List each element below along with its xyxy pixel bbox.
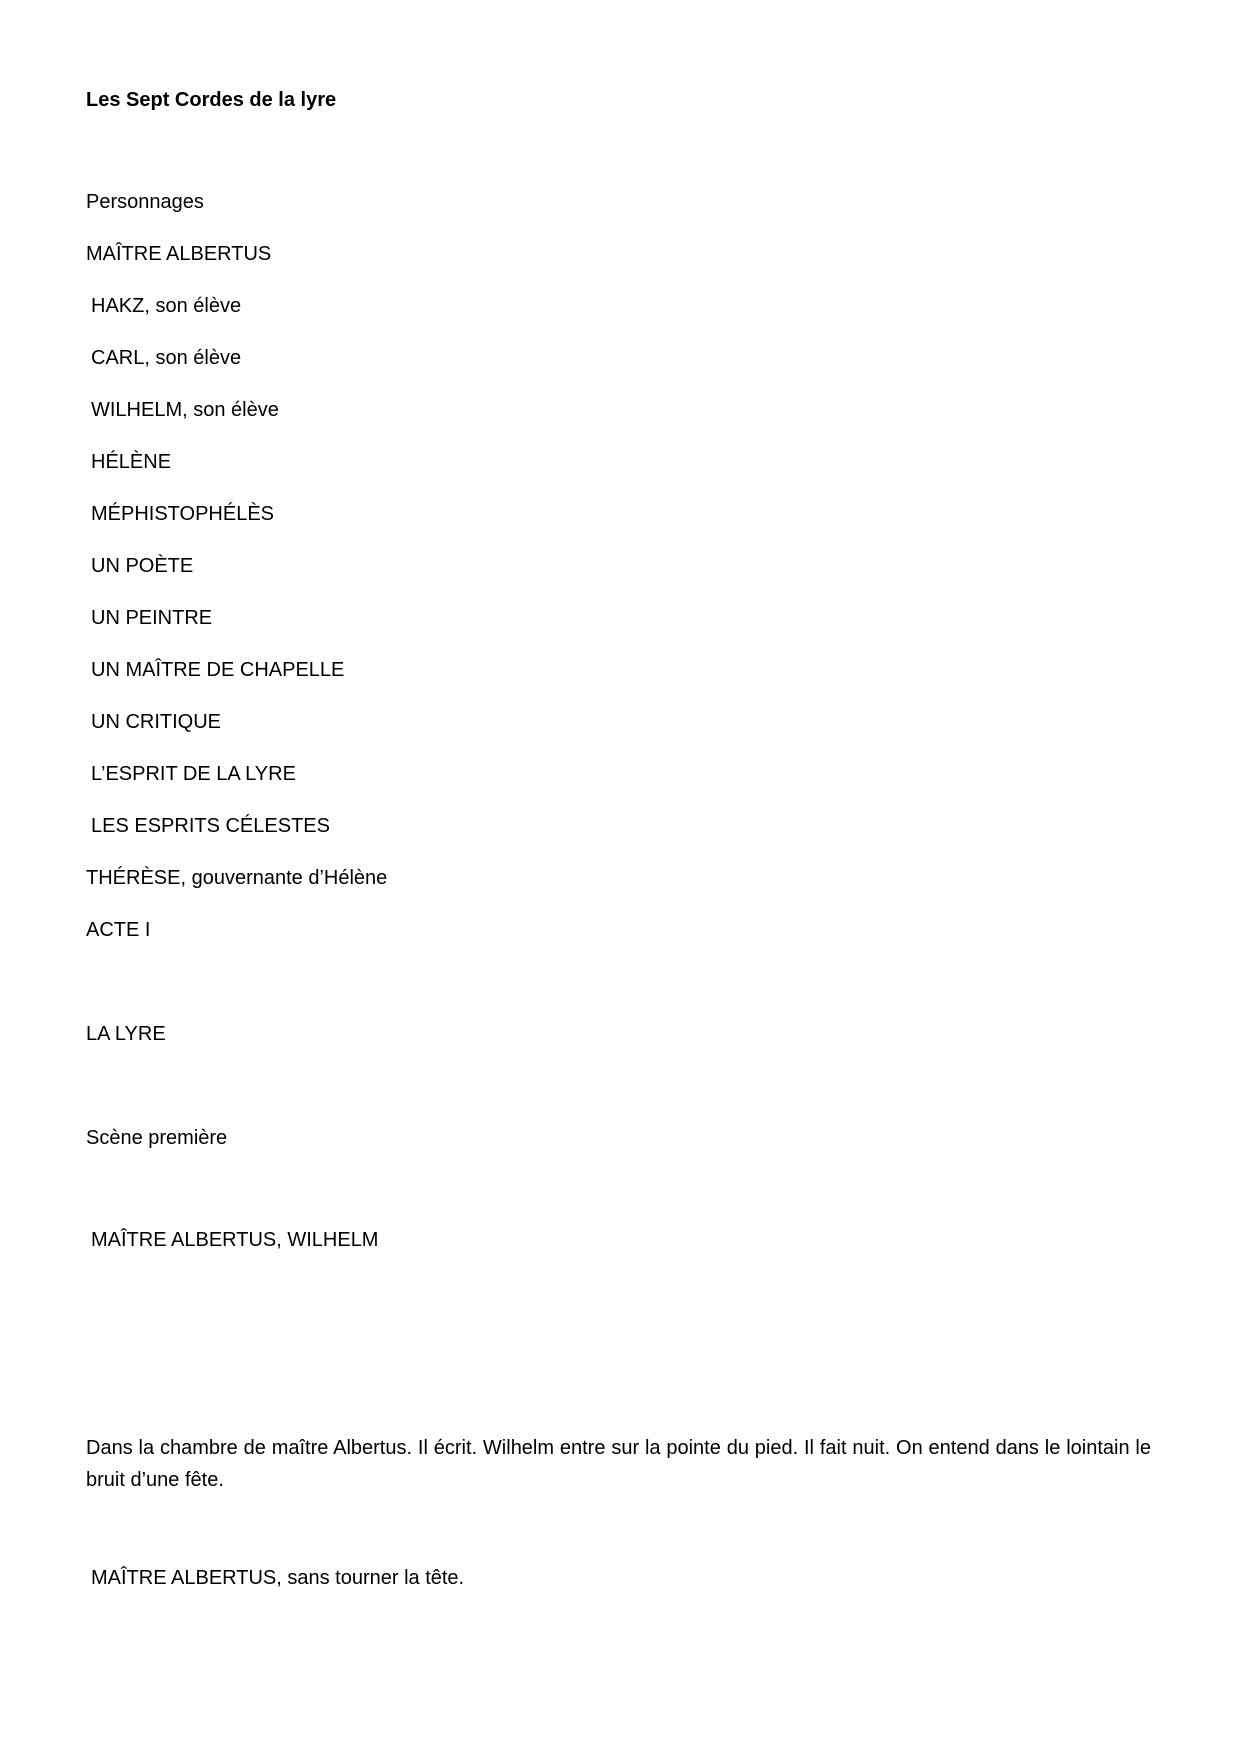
character-item: L’ESPRIT DE LA LYRE [91,763,296,785]
stage-direction: Dans la chambre de maître Albertus. Il écrit. Wilhelm entre sur la pointe du pied. Il fait nuit. On entend dans le lointain le bruit d’une fête. [86,1437,1151,1491]
character-item: MAÎTRE ALBERTUS [86,243,272,265]
act-title: LA LYRE [86,1023,166,1045]
character-item: UN MAÎTRE DE CHAPELLE [91,659,345,681]
act-heading: ACTE I [86,919,151,941]
character-item: HÉLÈNE [91,451,172,473]
character-item: UN POÈTE [91,555,194,577]
character-item: CARL, son élève [91,347,242,369]
character-item: MÉPHISTOPHÉLÈS [91,503,275,525]
document-title: Les Sept Cordes de la lyre [86,89,337,111]
scene-characters: MAÎTRE ALBERTUS, WILHELM [91,1229,379,1251]
characters-heading: Personnages [86,191,204,213]
scene-heading: Scène première [86,1127,228,1149]
character-item: UN CRITIQUE [91,711,221,733]
character-item: HAKZ, son élève [91,295,242,317]
speaker-line: MAÎTRE ALBERTUS, sans tourner la tête. [91,1567,465,1589]
character-item: WILHELM, son élève [91,399,279,421]
character-item: LES ESPRITS CÉLESTES [91,815,330,837]
character-item: UN PEINTRE [91,607,213,629]
character-item: THÉRÈSE, gouvernante d’Hélène [86,867,388,889]
